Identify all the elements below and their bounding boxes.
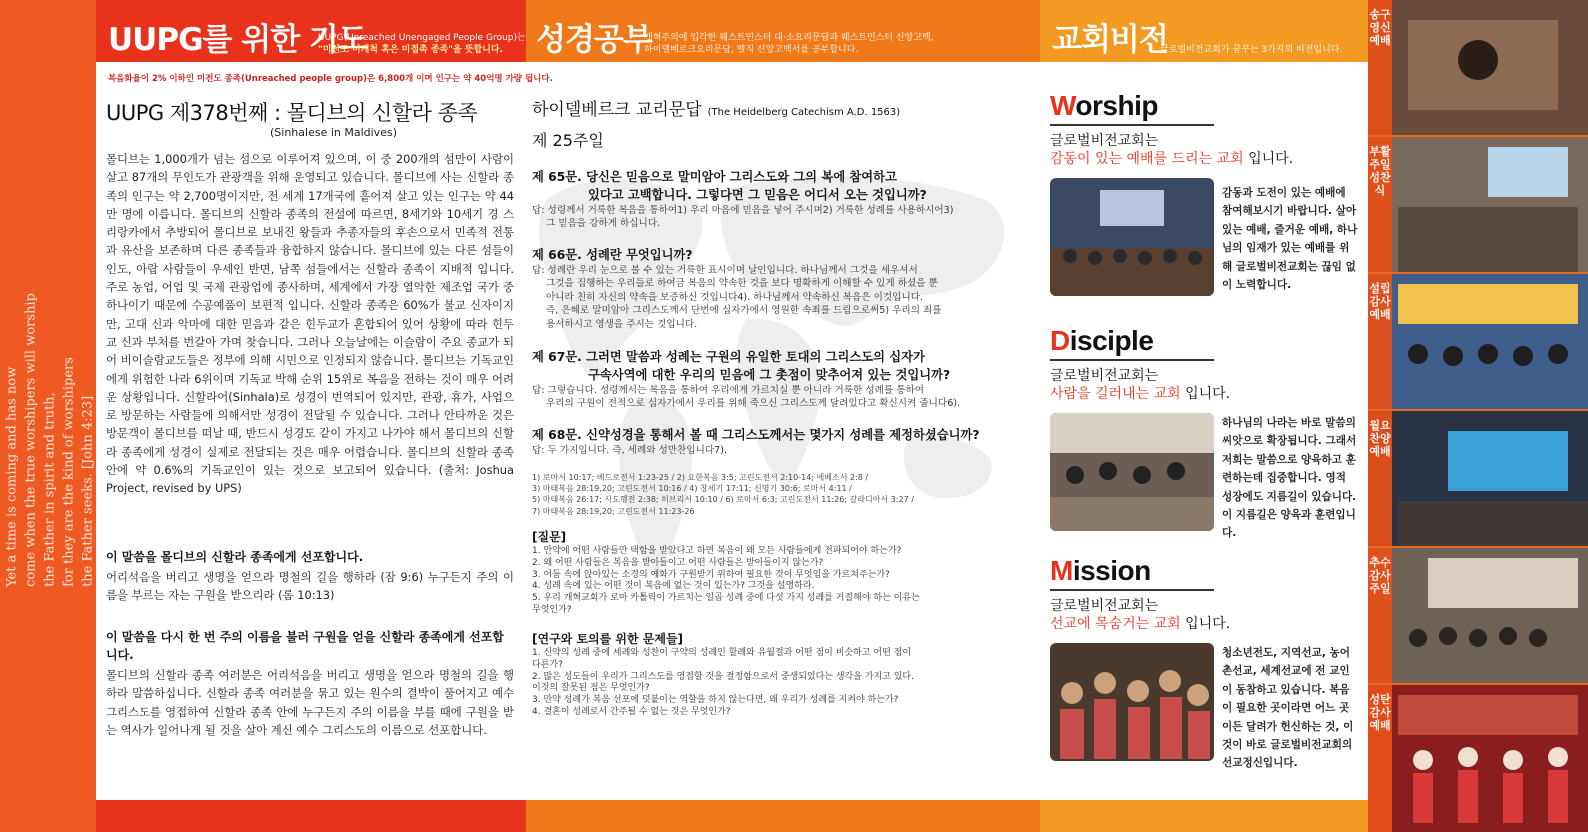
vision-disciple: [1050, 325, 1360, 403]
heading-underline: [1050, 589, 1214, 591]
vision-line1: 글로벌비전교회는: [1050, 368, 1159, 384]
question-item: 3. 어둠 속에 앉아있는 소경의 예화가 구원받기 위하여 필요한 것이 무엇임을 가르쳐주는가?: [532, 569, 890, 580]
vision-mission: [1050, 555, 1360, 633]
question-item: 1. 만약에 어떤 사람들만 택함을 받았다고 하면 복음이 왜 모든 사람들에게 전파되어야 하는가?: [532, 546, 902, 556]
footer-strip-orange: [526, 800, 1040, 832]
photo-label: 성탄감사예배: [1369, 693, 1391, 732]
heading-underline: [1050, 359, 1214, 361]
vision-line2: [1050, 150, 1360, 168]
verse-line: Yet a time is coming and has now: [4, 366, 20, 587]
worship-photo: [1050, 178, 1214, 296]
question-text: 있다고 고백합니다. 그렇다면 그 믿음은 어디서 오는 것입니까?: [588, 188, 927, 202]
photo-label: 추수감사주일: [1369, 556, 1391, 595]
uupg-body: 몰디브는 1,000개가 넘는 섬으로 이루어져 있으며, 이 중 200개의 섬만이 사람이 살고 87개의 무인도가 관광객을 위해 운영되고 있습니다. 몰디브에 사는 신할라 종족의 인구는 약 2,700명이지만, 전 세계 17개국에 흩어져 살고 있는 인구는 약 44만 명에 이릅니다. 몰디브의 신할라 종족의 전설에 따르면, 8세기와 10세기 경 스리랑카에서 추방되어 몰디브로 보내진 왕들과 추종자들의 후손으로서 민족적 전통과 유산을 보존하며 다른 종족들과 융합하지 않습니다. 몰디브에 있는 다른 섬들이 인도, 아랍 사람들이 우세인 반면, 남쪽 섬들에서는 신할라 종족이 지배적 입니다. 주로 농업, 어업 및 국제 관광업에 종사하며, 세계에서 가장 열악한 제조업 국가 중 하나이기 때문에 수공예품이 보편적 입니다. 신할라 종족은 60%가 불교 신자이지만, 고대 신과 악마에 대한 믿음과 같은 힌두교가 혼합되어 있어 상황에 따라 힌두교 신과 부처를 번갈아 가며 찾습니다. 그러나 오늘날에는 이슬람이 주요 종교가 되어 비이슬람교도들은 정부에 의해 시민으로 인정되지 않습니다. 몰디브는 기독교인에게 위험한 나라 6위이며 기독교 박해 순위 15위로 복음을 전하는 것이 매우 어려운 상황입니다. 신할라어(Sinhala)로 성경이 번역되어 있지만, 관광, 휴가, 사업으로 방문하는 사람들에 의해서만 성경이 전달될 수 있습니다. 그러나 안타까운 것은 방문객이 몰디브를 떠날 때, 반드시 성경도 같이 가지고 나가야 해서 몰디브의 신할라 종족에게 성경이 실제로 전달되는 것은 매우 어렵습니다. 몰디브의 신할라 종족 안에 약 0.6%의 기독교인이 있는 것으로 보고되어 있습니다. (출처: Joshua Project, revised by UPS): [106, 152, 514, 496]
uupg-subtitle: (Sinhalese in Maldives): [270, 126, 397, 139]
uupg-header-title: UUPG를 위한 기도: [108, 22, 367, 58]
question-text: 제 67문. 그러면 말씀과 성례는 구원의 유일한 토대의 그리스도의 십자가: [532, 350, 925, 364]
vision-highlight: 선교에 목숨거는 교회: [1050, 616, 1181, 632]
study-item: 3. 만약 성례가 복음 선포에 덧붙이는 역할을 하지 않는다면, 왜 우리가 성례를 지켜야 하는가?: [532, 695, 899, 706]
disciple-description: 하나님의 나라는 바로 말씀의 씨앗으로 확장됩니다. 그래서 저희는 말씀으로 양육하고 훈련하는데 집중합니다. 영적 성장에도 지름길이 있습니다. 이 지름길은 양육과 훈련입니다.: [1222, 417, 1357, 540]
answer-text: 즉, 은혜로 말미암아 그리스도께서 단번에 십자가에서 영원한 속죄를 드림으로써5) 우리의 죄를: [546, 305, 942, 317]
photo-new-year-service: [1368, 0, 1588, 135]
photo-thanksgiving-sunday: [1368, 548, 1588, 683]
verse-line: come when the true worshipers will worship: [23, 293, 39, 587]
verse-line: the Father in spirit and truth,: [42, 392, 58, 587]
heading-cap: D: [1050, 325, 1070, 356]
vision-tail: 입니다.: [1180, 386, 1231, 402]
heidelberg-title-en: (The Heidelberg Catechism A.D. 1563): [707, 107, 901, 118]
answer-text: 답: 그렇습니다. 성령께서는 복음을 통하여 우리에게 가르치실 뿐 아니라 거룩한 성례를 통하여: [532, 385, 924, 396]
question-66: [532, 246, 1032, 331]
answer-text: 그 믿음을 강하게 하십니다.: [546, 218, 661, 230]
vision-worship: [1050, 90, 1360, 168]
heading-underline: [1050, 124, 1214, 126]
study-item: 이것의 잘못된 점은 무엇인가?: [532, 683, 650, 694]
uupg-notice: 복음화율이 2% 이하인 미전도 종족(Unreached people group)은 6,800개 이며 인구는 약 40억명 가량 됩니다.: [108, 74, 553, 84]
bible-study-header: [526, 0, 1040, 62]
verse-line: the Father seeks. [John 4:23]: [80, 395, 96, 587]
vertical-verse: [4, 140, 96, 740]
study-item: 4. 결혼이 성례로서 간주될 수 없는 것은 무엇인가?: [532, 706, 731, 717]
uupg-header-desc: [318, 32, 526, 56]
photo-easter-communion: [1368, 137, 1588, 272]
answer-text: 답: 두 가지입니다. 즉, 세례와 성만찬입니다7).: [532, 445, 728, 456]
bible-header-title: 성경공부: [536, 22, 652, 58]
footer-strip-amber: [1040, 800, 1368, 832]
declaration-1-title: 이 말씀을 몰디브의 신할라 종족에게 선포합니다.: [106, 550, 364, 564]
vision-tail: 입니다.: [1243, 151, 1294, 167]
answer-text: 아니라 친히 자신의 약속을 보증하신 것입니다4). 하나님께서 약속하신 복음은 이것입니다.: [546, 291, 924, 303]
question-text: 제 68문. 신약성경을 통해서 볼 때 그리스도께서는 몇가지 성례를 제정하셨습니까?: [532, 428, 980, 442]
study-item: 1. 신약의 성례 중에 세례와 성찬이 구약의 성례인 할례와 유월절과 어떤 점이 비슷하고 어떤 점이: [532, 648, 912, 658]
answer-text: 우리의 구원이 전적으로 십자가에서 우리를 위해 죽으신 그리스도께 달려있다고 확신시켜 줍니다6).: [546, 398, 961, 410]
question-67: [532, 348, 1032, 411]
bible-desc-line: 개혁주의에 입각한 웨스트민스터 대·소요리문답과 웨스트민스터 신앙고백,: [644, 33, 934, 43]
verse-line: for they are the kind of worshipers: [61, 357, 77, 587]
study-section: [532, 630, 1032, 719]
photo-monday-praise: [1368, 411, 1588, 546]
declaration-1-body: 어리석음을 버리고 생명을 얻으라 명철의 길을 행하라 (잠 9:6) 누구든지 주의 이름을 부르는 자는 구원을 받으리라 (롬 10:13): [106, 570, 514, 603]
photo-label: 송구영신예배: [1369, 8, 1391, 47]
uupg-header: [96, 0, 526, 62]
vision-line2: [1050, 385, 1360, 403]
footer-strip-red: [96, 800, 526, 832]
vision-highlight: 사람을 길러내는 교회: [1050, 386, 1181, 402]
heading-rest: isciple: [1069, 325, 1154, 356]
question-item: 무엇인가?: [532, 604, 572, 615]
uupg-title: UUPG 제378번째 : 몰디브의 신할라 종족: [106, 101, 478, 125]
heidelberg-title: [532, 95, 900, 120]
reference-line: 7) 마태복음 28:19,20; 고린도전서 11:23-26: [532, 506, 695, 516]
vision-tail: 입니다.: [1180, 616, 1231, 632]
questions-title: [질문]: [532, 530, 567, 544]
photo-christmas-service: [1368, 685, 1588, 832]
uupg-desc-line: "미전도 미개척 혹은 미접촉 종족"을 뜻합니다.: [318, 45, 503, 55]
answer-text: 답: 성령께서 거룩한 복음을 통하여1) 우리 마음에 믿음을 넣어 주시며2) 거룩한 성례를 사용하시어3): [532, 205, 954, 216]
answer-text: 그것을 집행하는 우리들로 하여금 복음의 약속한 것을 보다 명확하게 이해할 수 있게 하셨을 뿐: [546, 278, 938, 290]
answer-text: 답: 성례란 우리 눈으로 볼 수 있는 거룩한 표시이며 날인입니다. 하나님께서 그것을 세우셔서: [532, 265, 918, 276]
bible-desc-line: 하이델베르크요리문답, 벨직 신앙고백서를 공부합니다.: [644, 45, 859, 55]
reference-line: 1) 로마서 10:17; 베드로전서 1:23-25 / 2) 요한복음 3:5; 고린도전서 2:10-14; 에베소서 2:8 /: [532, 473, 869, 482]
vision-line1: 글로벌비전교회는: [1050, 133, 1159, 149]
heading-rest: orship: [1075, 90, 1158, 121]
vision-heading: [1050, 555, 1360, 587]
vision-heading: [1050, 325, 1360, 357]
mission-photo: [1050, 643, 1214, 761]
heading-rest: ission: [1072, 555, 1151, 586]
question-text: 구속사역에 대한 우리의 믿음에 그 촛점이 맞추어져 있는 것입니까?: [588, 368, 951, 382]
question-65: [532, 168, 1032, 231]
vision-highlight: 감동이 있는 예배를 드리는 교회: [1050, 151, 1244, 167]
reference-line: 5) 마태복음 26:17; 사도행전 2:38; 히브리서 10:10 / 6) 로마서 6:3; 고린도전서 11:26; 갈라디아서 3:27 /: [532, 495, 914, 505]
question-item: 4. 성례 속에 있는 어떤 것이 복음에 없는 것이 있는가? 그것을 설명하라.: [532, 581, 815, 592]
mission-description: 청소년전도, 지역선교, 농어촌선교, 세계선교에 전 교인이 동참하고 있습니다. 복음이 필요한 곳이라면 어느 곳이든 달려가 헌신하는 것, 이것이 바로 글로벌비전교회의 선교정신입니다.: [1222, 647, 1354, 770]
questions-section: [532, 528, 1032, 617]
vision-line1: 글로벌비전교회는: [1050, 598, 1159, 614]
photo-label: 월요찬양예배: [1369, 419, 1391, 458]
question-text: 제 65문. 당신은 믿음으로 말미암아 그리스도와 그의 복에 참여하고: [532, 170, 897, 184]
study-item: 다른가?: [532, 659, 563, 670]
question-text: 제 66문. 성례란 무엇입니까?: [532, 248, 693, 262]
bible-header-desc: [644, 32, 934, 56]
study-item: 2. 많은 성도들이 우리가 그리스도를 영접할 것을 결정함으로서 중생되었다는 생각을 가지고 있다.: [532, 671, 914, 682]
vision-header: [1040, 0, 1368, 62]
study-title: [연구와 토의를 위한 문제들]: [532, 632, 684, 646]
heading-cap: M: [1050, 555, 1073, 586]
disciple-photo: [1050, 413, 1214, 531]
worship-description: 감동과 도전이 있는 예배에 참여해보시기 바랍니다. 살아있는 예배, 즐거운 예배, 하나님의 임재가 있는 예배를 위해 글로벌비전교회는 끊임 없이 노력합니다.: [1222, 187, 1358, 292]
heading-cap: W: [1050, 90, 1076, 121]
photo-label: 부활주일성찬식: [1369, 145, 1391, 197]
answer-text: 용서하시고 영생을 주시는 것입니다.: [546, 318, 698, 330]
photo-founding-service: [1368, 274, 1588, 409]
photo-label: 설립감사예배: [1369, 282, 1391, 321]
declaration-2-body: 몰디브의 신할라 종족 여러분은 어리석음을 버리고 생명을 얻으라 명철의 길을 행하라 말씀하십니다. 신할라 종족 여러분을 묶고 있는 원수의 결박이 풀어지고 예수 그리스도를 영접하여 신할라 종족 안에 누구든지 주의 이름을 부를 때에 구원을 받는 역사가 일어나게 될 것을 살아 계신 예수 그리스도의 이름으로 선포합니다.: [106, 668, 514, 737]
vision-heading: [1050, 90, 1360, 122]
vision-header-desc: 글로벌비전교회가 꿈꾸는 3가지의 비전입니다.: [1160, 45, 1343, 55]
week-label: 제 25주일: [532, 131, 604, 150]
question-68: [532, 426, 1032, 457]
declaration-2-title: 이 말씀을 다시 한 번 주의 이름을 불러 구원을 얻을 신할라 종족에게 선포합니다.: [106, 630, 504, 662]
scripture-references: [532, 472, 1032, 517]
question-item: 2. 왜 어떤 사람들은 복음을 받아들이고 어떤 사람들은 받아들이지 않는가?: [532, 557, 824, 568]
question-item: 5. 우리 개혁교회가 로마 카톨릭이 가르치는 일곱 성례 중에 다섯 가지 성례를 거절해야 하는 이유는: [532, 593, 920, 604]
vision-header-title: 교회비전: [1052, 22, 1168, 58]
vision-line2: [1050, 615, 1360, 633]
reference-line: 3) 마태복음 28:19,20; 고린도전서 10:16 / 4) 창세기 17:11; 신명기 30:6; 로마서 4:11 /: [532, 484, 852, 494]
uupg-desc-line: UUPG(Unreached Unengaged People Group)는: [318, 33, 526, 43]
heidelberg-title-ko: 하이델베르크 교리문답: [532, 100, 702, 120]
